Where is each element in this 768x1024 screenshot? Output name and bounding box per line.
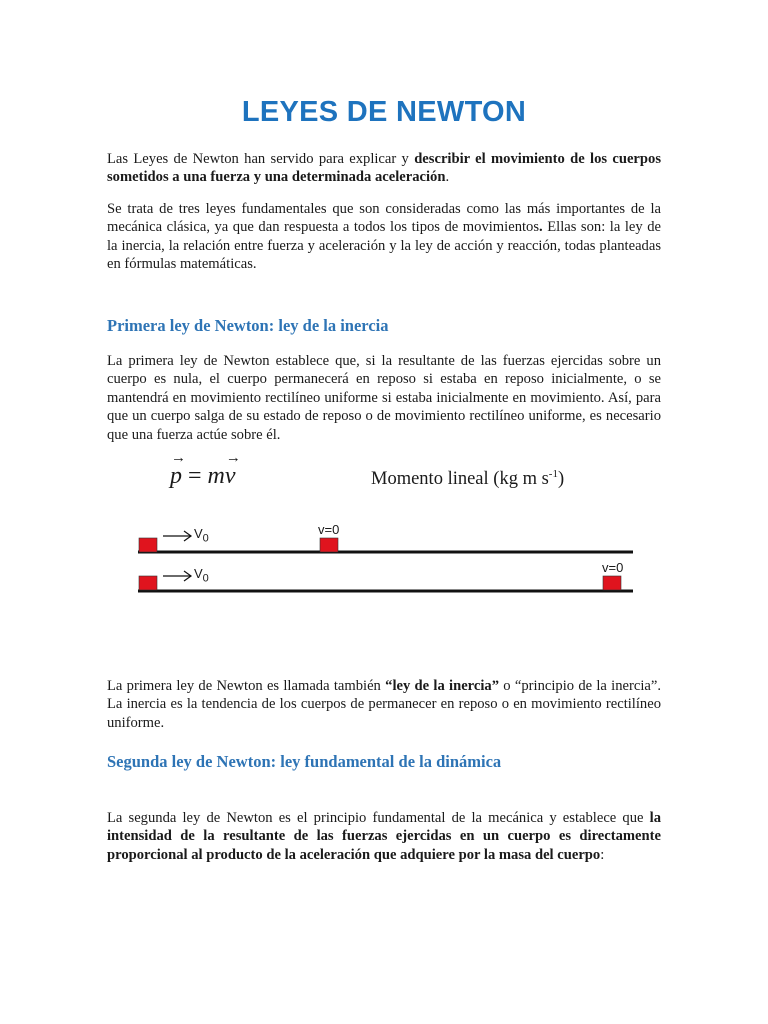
mass-symbol: m: [207, 463, 225, 489]
intro-paragraph-2: [107, 200, 661, 274]
equals-sign: =: [182, 463, 208, 489]
inertia-diagram: [0, 455, 768, 605]
vector-v: → v: [225, 463, 236, 490]
v-zero-label-bottom: v=0: [602, 560, 624, 575]
intro-paragraph-1: [107, 150, 661, 187]
momento-close: ): [557, 469, 565, 490]
document-title: LEYES DE NEWTON: [241, 96, 527, 128]
section2-heading: Segunda ley de Newton: ley fundamental de la dinámica: [107, 752, 502, 771]
s1p2-text-bold: “ley de la inercia”: [385, 678, 500, 694]
intro1-text-bold: describir el movimiento de los cuerpos sometidos a una fuerza y una determinada aceleración: [107, 151, 661, 186]
s2p1-text-bold: la intensidad de la resultante de las fuerzas ejercidas en un cuerpo es directamente proporcional al producto de la aceleración que adquiere por la masa del cuerpo: [107, 810, 661, 863]
intro2-text-bold: .: [539, 219, 543, 236]
v0-sub-bottom: 0: [202, 572, 209, 585]
block-bottom-start: [139, 576, 157, 590]
section1-heading: Primera ley de Newton: ley de la inercia: [107, 316, 389, 335]
momento-text: Momento lineal (kg m s: [371, 469, 549, 490]
v0-label-bottom: [194, 566, 209, 585]
section1-paragraph-2: [107, 677, 661, 732]
s1p2-text-c: o “principio de la inercia”. La inercia es la tendencia de los cuerpos de permanecer en reposo o en movimiento rectilíneo uniforme.: [107, 678, 661, 731]
s2p1-text-c: :: [600, 846, 605, 863]
v0-base-top: V: [194, 526, 203, 541]
block-top-start: [139, 538, 157, 552]
s2p1-text-a: La segunda ley de Newton es el principio fundamental de la mecánica y establece que: [107, 810, 650, 826]
intro2-text-c: Ellas son: la ley de la inercia, la relación entre fuerza y aceleración y la ley de acción y reacción, todas planteadas en fórmulas matemáticas.: [107, 219, 661, 273]
v0-label-top: [194, 526, 209, 545]
v0-sub-top: 0: [202, 532, 209, 545]
block-bottom-rest: [603, 576, 621, 590]
v-zero-label-top: v=0: [318, 522, 340, 537]
s1p2-text-a: La primera ley de Newton es llamada también: [107, 678, 386, 694]
section2-paragraph-1: [107, 809, 661, 864]
intro1-text-a: Las Leyes de Newton han servido para explicar y: [107, 151, 415, 167]
section1-paragraph-1: La primera ley de Newton establece que, si la resultante de las fuerzas ejercidas sobre un cuerpo es nula, el cuerpo permanecerá en reposo si estaba en reposo inicialmente, o se mantendrá en movimiento rectilíneo uniforme si estaba inicialmente en movimiento. Así, para que un cuerpo salga de su estado de reposo o de movimiento rectilíneo uniforme, es necesario que una fuerza actúe sobre él.: [107, 353, 661, 443]
block-top-rest: [320, 538, 338, 552]
vector-p: → p: [170, 463, 182, 490]
intro1-text-c: .: [445, 169, 450, 186]
intro2-text-a: Se trata de tres leyes fundamentales que son consideradas como las más importantes de la mecánica clásica, ya que dan respuesta a todos los tipos de movimientos: [107, 201, 661, 236]
momento-exponent: -1: [548, 468, 558, 480]
v0-base-bottom: V: [194, 566, 203, 581]
